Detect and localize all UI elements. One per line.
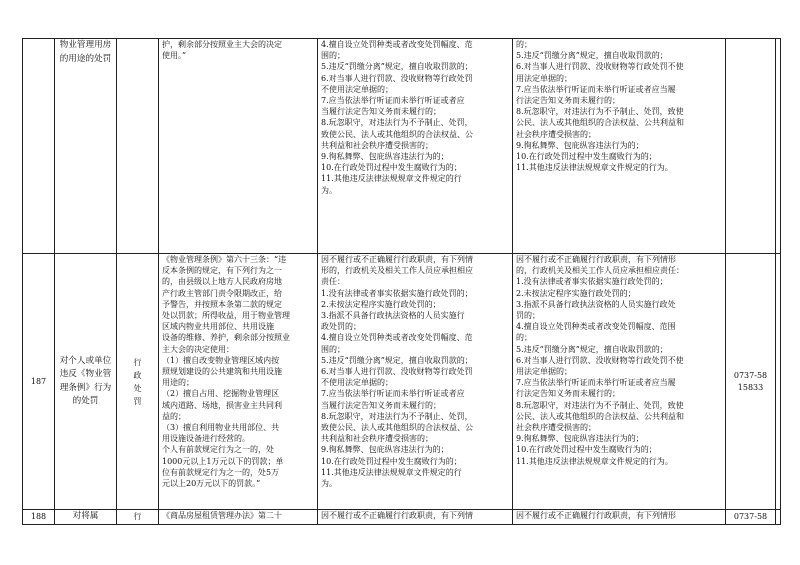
responsibility-line: 11.其他违反法律法规规章文件规定的行	[321, 467, 462, 477]
responsibility-line: 共利益和社会秩序遭受损害的；	[321, 434, 433, 444]
accountability-line: 罚的；	[516, 311, 540, 321]
responsibility-line: 8.玩忽职守，对违法行为不予制止、处罚，	[321, 411, 473, 421]
item-name-text: 物业管理用房的用途的处罚	[59, 40, 112, 64]
table-row	[23, 510, 781, 525]
accountability-line: 的，行政机关及相关工作人员应承担相应责任：	[516, 266, 684, 276]
phone-line: 0737-58	[733, 512, 768, 522]
accountability-line: 2.未按法定程序实施行政处罚的；	[516, 288, 636, 298]
legal-basis-line: 设备的维修、养护，剩余部分按照业	[162, 333, 290, 343]
responsibility-line: 为。	[321, 479, 337, 489]
legal-basis-line: 《商品房屋租赁管理办法》第二十	[162, 511, 282, 520]
accountability-line: 5.违反“罚缴分离”规定，擅自收取罚款的；	[516, 51, 668, 61]
responsibility-line: 5.违反“罚缴分离”规定，擅自收取罚款的；	[321, 62, 473, 72]
responsibility-events	[318, 510, 513, 525]
accountability-line: 的；	[516, 333, 532, 343]
row-number	[23, 254, 55, 510]
phone-line: 0737-58	[733, 371, 768, 381]
responsibility-line: 当履行法定告知义务而未履行的；	[321, 107, 441, 117]
responsibility-line: 致使公民、法人或其他组织的合法权益、公	[321, 129, 473, 139]
contact-phone	[726, 39, 776, 254]
item-type	[117, 254, 159, 510]
responsibility-line: 责任：	[321, 277, 345, 287]
legal-basis-line: 反本条例的规定，有下列行为之一	[162, 266, 282, 276]
item-type-text: 行	[133, 512, 142, 522]
legal-basis-line: 益的；	[162, 411, 186, 421]
legal-basis	[159, 254, 318, 510]
accountability-conditions	[513, 254, 726, 510]
accountability-line: 7.应当依法举行听证而未举行听证或者应当履	[516, 378, 676, 388]
accountability-line: 行法定告知义务而未履行的；	[516, 96, 620, 106]
responsibility-events	[318, 39, 513, 254]
responsibility-line: 9.徇私舞弊、包庇纵容违法行为的；	[321, 445, 449, 455]
legal-basis-line: 元以上20万元以下的罚款。”	[162, 479, 261, 489]
legal-basis-line: 个人有前款规定行为之一的，处	[162, 445, 274, 455]
accountability-line: 7.应当依法举行听证而未举行听证或者应当履	[516, 84, 676, 94]
phone-line: 15833	[737, 382, 764, 392]
responsibility-line: 围的；	[321, 51, 345, 61]
responsibility-line: 9.徇私舞弊、包庇纵容违法行为的；	[321, 152, 449, 162]
accountability-line: 11.其他违反法律法规规章文件规定的行为。	[516, 163, 673, 173]
accountability-line: 4.擅自设立处罚种类或者改变处罚幅度、范围	[516, 322, 676, 332]
responsibility-line: 致使公民、法人或其他组织的合法权益、公	[321, 423, 473, 433]
responsibility-line: 因不履行或不正确履行行政职责，有下列情	[321, 511, 473, 520]
row-number	[23, 510, 55, 525]
legal-basis-line: 护，剩余部分按照业主大会的决定	[162, 40, 282, 49]
legal-basis-line: 用设施设备进行经营的。	[162, 434, 250, 444]
responsibility-line: 11.其他违反法律法规规章文件规定的行	[321, 174, 462, 184]
item-name	[55, 39, 117, 254]
accountability-line: 社会秩序遭受损害的；	[516, 423, 596, 433]
item-type	[117, 510, 159, 525]
accountability-line: 公民、法人或其他组织的合法权益、公共利益和	[516, 118, 684, 128]
accountability-line: 社会秩序遭受损害的；	[516, 129, 596, 139]
responsibility-line: 因不履行或不正确履行行政职责，有下列情	[321, 255, 473, 264]
accountability-line: 1.没有法律或者事实依据实施行政处罚的；	[516, 277, 668, 287]
contact-phone	[726, 254, 776, 510]
accountability-line: 6.对当事人进行罚款、没收财物等行政处罚不使	[516, 355, 684, 365]
contact-phone	[726, 510, 776, 525]
legal-basis-line: （1）擅自改变物业管理区域内按	[162, 355, 280, 365]
accountability-line: 因不履行或不正确履行行政职责，有下列情形	[516, 511, 676, 520]
legal-basis-line: 位有前款规定行为之一的，处5万	[162, 467, 280, 477]
responsibility-line: 6.对当事人进行罚款、没收财物等行政处罚	[321, 73, 473, 83]
accountability-line: 10.在行政处罚过程中发生腐败行为的；	[516, 445, 657, 455]
responsibility-line: 10.在行政处罚过程中发生腐败行为的；	[321, 456, 462, 466]
responsibility-line: 不使用法定单据的；	[321, 84, 393, 94]
legal-basis-line: 予警告，并按照本条第二款的规定	[162, 299, 282, 309]
accountability-line: 的；	[516, 40, 532, 49]
responsibility-line: 5.违反“罚缴分离”规定，擅自收取罚款的；	[321, 355, 473, 365]
legal-basis-line: 区域内物业共用部位、共用设施	[162, 322, 274, 332]
item-type	[117, 39, 159, 254]
responsibility-line: 6.对当事人进行罚款、没收财物等行政处罚	[321, 367, 473, 377]
legal-basis	[159, 39, 318, 254]
responsibility-line: 当履行法定告知义务而未履行的；	[321, 400, 441, 410]
legal-basis-line: 《物业管理条例》第六十三条：“违	[162, 255, 287, 264]
row-number-text: 188	[30, 512, 47, 522]
accountability-line: 因不履行或不正确履行行政职责，有下列情形	[516, 255, 676, 264]
accountability-line: 5.违反“罚缴分离”规定，擅自收取罚款的；	[516, 344, 668, 354]
item-type-text: 行政处罚	[133, 357, 142, 406]
responsibility-line: 共利益和社会秩序遭受损害的；	[321, 140, 433, 150]
legal-basis-line: 域内道路、场地，损害业主共同利	[162, 400, 282, 410]
accountability-line: 9.徇私舞弊、包庇纵容违法行为的；	[516, 434, 644, 444]
accountability-line: 用法定单据的；	[516, 367, 572, 377]
accountability-conditions	[513, 39, 726, 254]
accountability-line: 10.在行政处罚过程中发生腐败行为的；	[516, 152, 657, 162]
accountability-line: 3.指派不具备行政执法资格的人员实施行政处	[516, 299, 676, 309]
item-name-text: 对个人或单位违反《物业管理条例》行为的处罚	[59, 355, 112, 406]
accountability-conditions	[513, 510, 726, 525]
responsibility-line: 为。	[321, 185, 337, 195]
legal-basis	[159, 510, 318, 525]
responsibility-line: 4.擅自设立处罚种类或者改变处罚幅度、范	[321, 333, 473, 343]
remarks	[776, 510, 781, 525]
accountability-line: 行法定告知义务而未履行的；	[516, 389, 620, 399]
accountability-line: 6.对当事人进行罚款、没收财物等行政处罚不使	[516, 62, 684, 72]
legal-basis-line: （2）擅自占用、挖掘物业管理区	[162, 389, 280, 399]
accountability-line: 用法定单据的；	[516, 73, 572, 83]
responsibility-line: 政处罚的；	[321, 322, 361, 332]
responsibility-line: 7.应当依法举行听证而未举行听证或者应	[321, 96, 465, 106]
responsibility-events	[318, 254, 513, 510]
legal-basis-line: 照规划建设的公共建筑和共用设施	[162, 367, 282, 377]
legal-basis-line: 主大会的决定使用：	[162, 344, 234, 354]
legal-basis-line: （3）擅自利用物业共用部位、共	[162, 423, 280, 433]
table-row	[23, 39, 781, 254]
legal-basis-line: 1000元以上1万元以下的罚款；单	[162, 456, 284, 466]
responsibility-line: 4.擅自设立处罚种类或者改变处罚幅度、范	[321, 40, 473, 49]
remarks	[776, 254, 781, 510]
responsibility-line: 围的；	[321, 344, 345, 354]
legal-basis-line: 使用。”	[162, 51, 187, 61]
responsibility-line: 1.没有法律或者事实依据实施行政处罚的；	[321, 288, 473, 298]
responsibility-line: 形的，行政机关及相关工作人员应承担相应	[321, 266, 473, 276]
accountability-line: 8.玩忽职守，对违法行为不予制止、处罚，致使	[516, 107, 684, 117]
responsibility-line: 7.应当依法举行听证而未举行听证或者应	[321, 389, 465, 399]
legal-basis-line: 的，由县级以上地方人民政府房地	[162, 277, 282, 287]
table-row	[23, 254, 781, 510]
responsibility-line: 10.在行政处罚过程中发生腐败行为的；	[321, 163, 462, 173]
item-name	[55, 510, 117, 525]
accountability-line: 11.其他违反法律法规规章文件规定的行为。	[516, 456, 673, 466]
item-name-text: 对将属	[72, 511, 99, 521]
accountability-line: 8.玩忽职守，对违法行为不予制止、处罚，致使	[516, 400, 684, 410]
row-number	[23, 39, 55, 254]
responsibility-line: 3.指派不具备行政执法资格的人员实施行	[321, 311, 465, 321]
legal-basis-line: 处以罚款；所得收益，用于物业管理	[162, 311, 290, 321]
responsibility-line: 8.玩忽职守，对违法行为不予制止、处罚，	[321, 118, 473, 128]
responsibility-line: 2.未按法定程序实施行政处罚的；	[321, 299, 441, 309]
accountability-line: 9.徇私舞弊、包庇纵容违法行为的；	[516, 140, 644, 150]
accountability-line: 公民、法人或其他组织的合法权益、公共利益和	[516, 411, 684, 421]
item-name	[55, 254, 117, 510]
responsibility-line: 不使用法定单据的；	[321, 378, 393, 388]
responsibility-table	[22, 38, 781, 525]
legal-basis-line: 用途的；	[162, 378, 194, 388]
row-number-text: 187	[30, 376, 47, 386]
remarks	[776, 39, 781, 254]
legal-basis-line: 产行政主管部门责令限期改正，给	[162, 288, 282, 298]
